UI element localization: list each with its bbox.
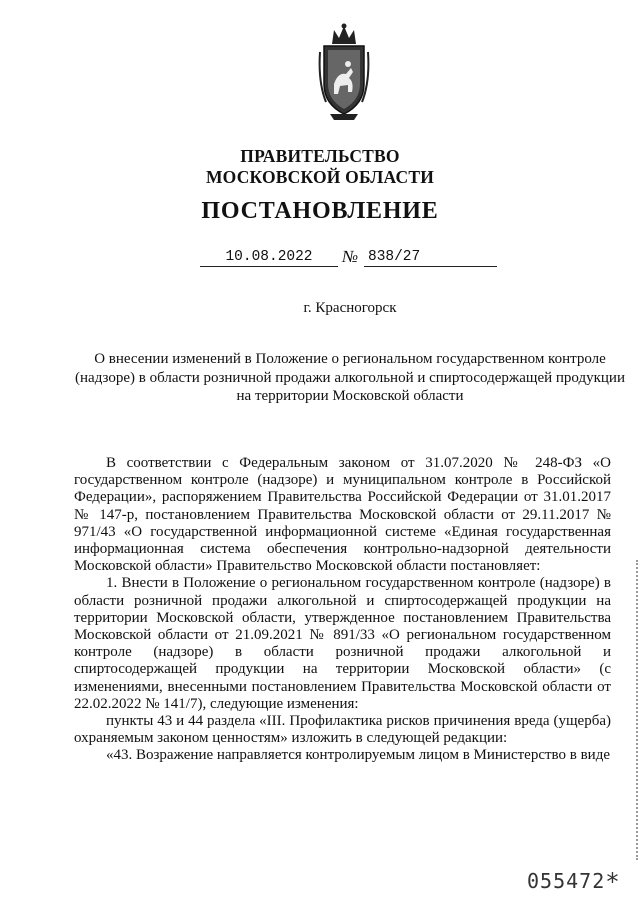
government-line-1: ПРАВИТЕЛЬСТВО	[240, 146, 400, 166]
coat-of-arms-emblem	[318, 22, 370, 122]
body-paragraph: пункты 43 и 44 раздела «III. Профилактика рисков причинения вреда (ущерба) охраняемым законом ценностям» изложить в следующей редакции:	[74, 713, 611, 747]
decree-date: 10.08.2022	[200, 248, 338, 267]
government-name	[0, 146, 640, 188]
decree-subject: О внесении изменений в Положение о региональном государственном контроле (надзоре) в области розничной продажи алкогольной и спиртосодержащей продукции на территории Московской области	[75, 351, 625, 404]
scan-edge-marks	[633, 560, 638, 860]
government-line-2: МОСКОВСКОЙ ОБЛАСТИ	[205, 167, 435, 187]
city-name: г. Красногорск	[303, 300, 397, 316]
body-paragraph: «43. Возражение направляется контролируемым лицом в Министерство в виде	[106, 747, 610, 764]
decree-number-field	[364, 248, 497, 267]
number-sign: №	[342, 247, 359, 266]
serial-stamp	[527, 868, 621, 896]
document-type-title: ПОСТАНОВЛЕНИЕ	[201, 198, 439, 224]
body-paragraph: 1. Внести в Положение о региональном государственном контроле (надзоре) в области розничной продажи алкогольной и спиртосодержащей продукции на территории Московской области, утвержденное постановлением Правительства Московской области от 21.09.2021 № 891/33 «О региональном государственном контроле (надзоре) в области розничной продажи алкогольной и спиртосодержащей продукции на территории Московской области» (с изменениями, внесенными постановлением Правительства Московской области от 22.02.2022 № 141/7), следующие изменения:	[74, 575, 611, 712]
decree-body	[74, 455, 611, 765]
asterisk-mark: *	[605, 868, 621, 896]
body-paragraph: В соответствии с Федеральным законом от 31.07.2020 № 248-ФЗ «О государственном контроле (надзоре) и муниципальном контроле в Российской Федерации», распоряжением Правительства Российской Федерации от 31.01.2017 № 147-р, постановлением Правительства Московской области от 29.11.2017 № 971/43 «О государственной информационной системе «Единая государственная информационная система обеспечения контрольно-надзорной деятельности Московской области» Правительство Московской области постановляет:	[74, 455, 611, 575]
registration-line	[200, 248, 500, 270]
serial-number: 055472	[527, 869, 606, 893]
decree-number: 838/27	[368, 249, 421, 265]
